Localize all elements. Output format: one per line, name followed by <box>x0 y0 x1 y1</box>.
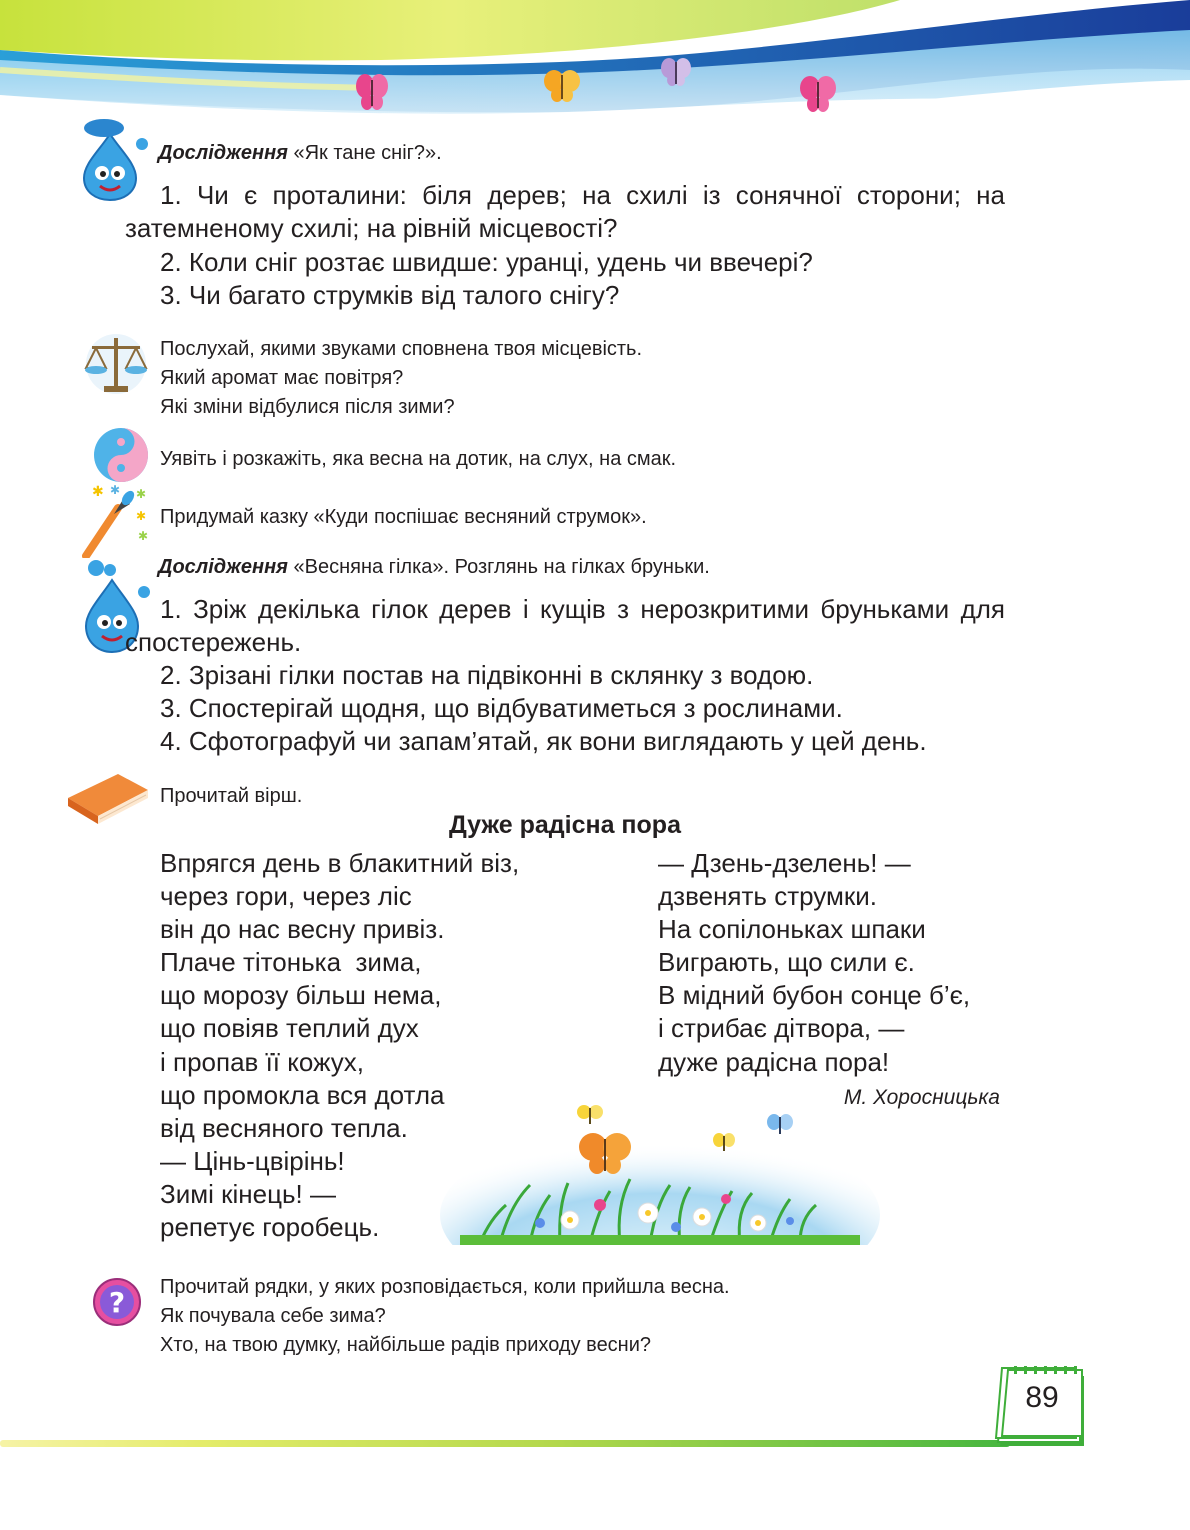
brush-stars-icon <box>78 484 150 558</box>
fairy-tale-text: Придумай казку «Куди поспішає весняний струмок». <box>160 506 647 528</box>
questions-line-1: Прочитай рядки, у яких розповідається, коли прийшла весна. <box>160 1276 730 1298</box>
svg-text:?: ? <box>108 1286 126 1319</box>
questions-line-3: Хто, на твою думку, найбільше радів приходу весни? <box>160 1334 652 1356</box>
colored-balls-icon <box>92 426 150 484</box>
poem-line: репетує горобець. <box>160 1212 380 1243</box>
poem-line: — Дзень-дзелень! — <box>658 848 911 878</box>
read-instruction: Прочитай вірш. <box>160 785 303 807</box>
poem-line: що морозу більш нема, <box>160 980 442 1011</box>
poem-line: і пропав її кожух, <box>160 1046 364 1077</box>
research2-question-4: 4. Сфотографуй чи запам’ятай, як вони виглядають у цей день. <box>160 726 927 756</box>
poem-author: М. Хоросницька <box>843 1086 1000 1109</box>
page-number: 89 <box>1025 1381 1059 1414</box>
yellow-butterfly-icon <box>577 1105 603 1124</box>
senses-line-3: Які зміни відбулися після зими? <box>160 396 455 418</box>
poem-line: дуже радісна пора! <box>658 1046 890 1077</box>
poem-line: Виграють, що сили є. <box>658 947 915 978</box>
blue-butterfly-icon <box>767 1114 793 1134</box>
poem-line: що повіяв теплий дух <box>160 1013 419 1044</box>
poem-line: дзвенять струмки. <box>658 881 877 912</box>
research2-question-3: 3. Спостерігай щодня, що відбуватиметься з рослинами. <box>160 693 843 723</box>
poem-line: і стрибає дітвора, — <box>658 1013 905 1044</box>
question-mark-icon <box>92 1274 142 1330</box>
poem-line: Впрягся день в блакитний віз, <box>160 848 520 878</box>
research2-question-2: 2. Зрізані гілки постав на підвіконні в склянку з водою. <box>160 660 814 690</box>
poem-title: Дуже радісна пора <box>449 811 681 839</box>
imagine-text: Уявіть і розкажіть, яка весна на дотик, на слух, на смак. <box>160 448 677 470</box>
svg-text:✱: ✱ <box>110 484 121 497</box>
svg-text:✱: ✱ <box>92 484 104 500</box>
poem-line: через гори, через ліс <box>160 881 412 912</box>
poem-line: На сопілоньках шпаки <box>658 914 926 945</box>
poem-line: що промокла вся дотла <box>160 1079 445 1110</box>
research1-question-1: 1. Чи є проталини: біля дерев; на схилі із сонячної сторони; на затемненому схилі; на рівній місцевості? <box>125 180 1005 243</box>
research-label: Дослідження <box>158 142 288 164</box>
footer-line <box>0 1440 1010 1447</box>
questions-line-2: Як почувала себе зима? <box>160 1305 386 1327</box>
poem-line: Плаче тітонька зима, <box>160 947 422 978</box>
scales-icon <box>82 330 150 398</box>
senses-line-1: Послухай, якими звуками сповнена твоя місцевість. <box>160 338 643 360</box>
research-title: «Весняна гілка». Розглянь на гілках бруньки. <box>287 556 710 578</box>
research1-question-3: 3. Чи багато струмків від талого снігу? <box>160 280 620 310</box>
poem-line: — Цінь-цвірінь! <box>160 1145 345 1176</box>
research2-question-1: 1. Зріж декілька гілок дерев і кущів з нерозкритими бруньками для спостережень. <box>125 594 1005 657</box>
poem-right-column <box>658 847 1018 1079</box>
poem-line: В мідний бубон сонце б’є, <box>658 980 971 1011</box>
svg-text:✱: ✱ <box>138 529 149 543</box>
research-label: Дослідження <box>158 556 288 578</box>
book-icon <box>64 768 152 828</box>
meadow-illustration <box>440 1095 880 1245</box>
research-title: «Як тане сніг?». <box>287 142 442 164</box>
svg-text:✱: ✱ <box>136 509 147 523</box>
svg-text:✱: ✱ <box>136 487 147 501</box>
poem-line: від весняного тепла. <box>160 1112 408 1143</box>
top-banner <box>0 0 1190 150</box>
poem-line: він до нас весну привіз. <box>160 914 445 945</box>
poem-line: Зимі кінець! — <box>160 1178 336 1209</box>
senses-line-2: Який аромат має повітря? <box>160 367 404 389</box>
research1-question-2: 2. Коли сніг розтає швидше: уранці, удень чи ввечері? <box>160 247 813 277</box>
